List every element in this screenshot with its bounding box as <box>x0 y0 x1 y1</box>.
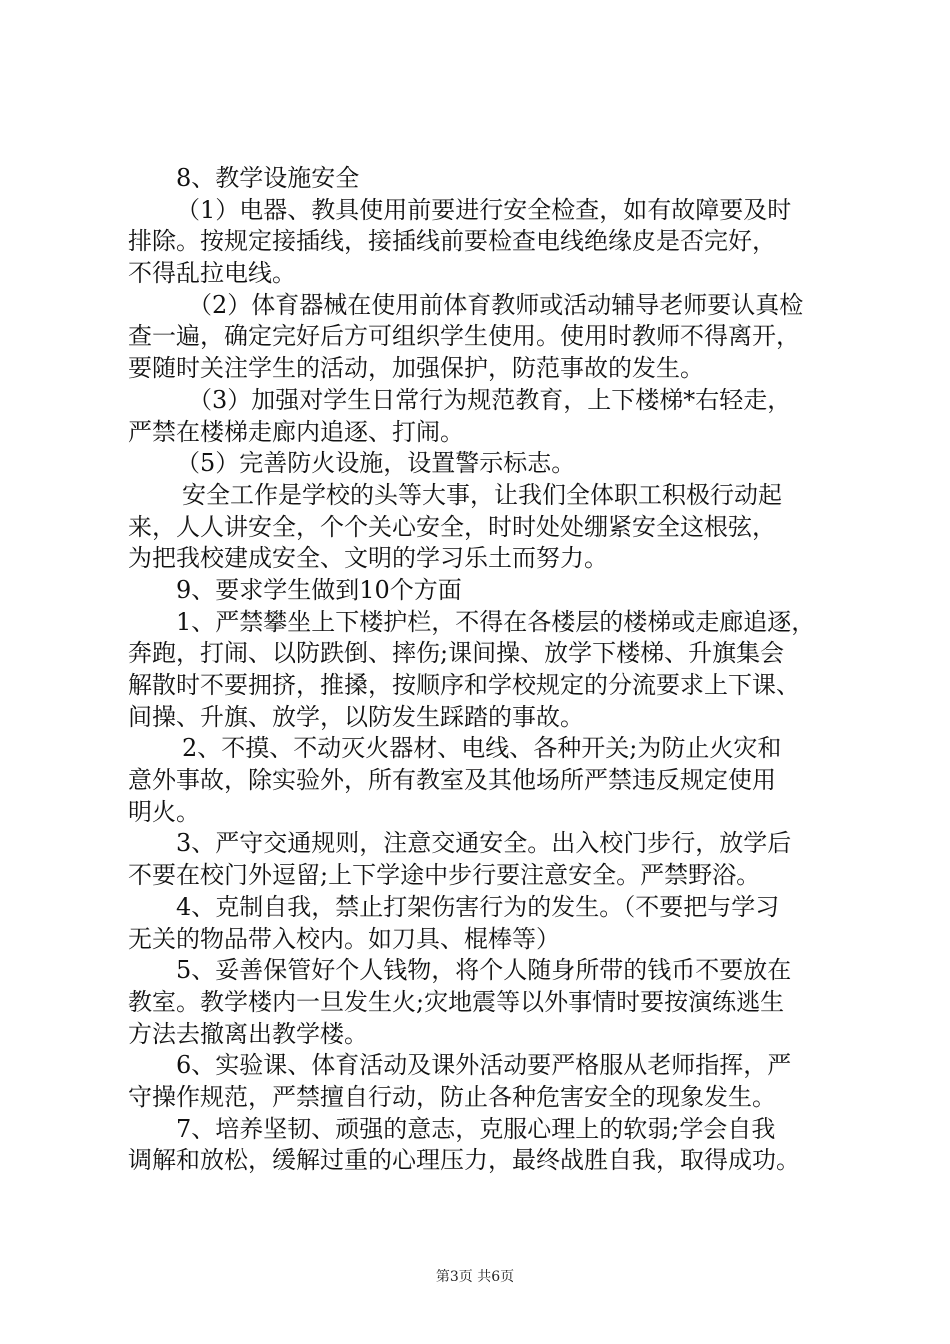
text-line: 4、克制自我，禁止打架伤害行为的发生。（不要把与学习 <box>176 892 780 921</box>
text-line: （3）加强对学生日常行为规范教育，上下楼梯*右轻走， <box>188 385 792 414</box>
text-line: 安全工作是学校的头等大事，让我们全体职工积极行动起 <box>182 480 782 509</box>
text-line: 7、培养坚韧、顽强的意志，克服心理上的软弱;学会自我 <box>176 1114 776 1143</box>
text-line: 方法去撤离出教学楼。 <box>128 1019 368 1048</box>
text-line: 解散时不要拥挤，推搡，按顺序和学校规定的分流要求上下课、 <box>128 671 800 699</box>
text-line: 间操、升旗、放学，以防发生踩踏的事故。 <box>128 702 584 731</box>
text-line: 排除。按规定接插线，接插线前要检查电线绝缘皮是否完好， <box>128 227 776 256</box>
text-line: 严禁在楼梯走廊内追逐、打闹。 <box>128 417 464 446</box>
text-line: 无关的物品带入校内。如刀具、棍棒等） <box>128 924 560 953</box>
text-line: 3、严守交通规则，注意交通安全。出入校门步行，放学后 <box>176 829 792 858</box>
text-line: 8、教学设施安全 <box>176 164 360 192</box>
text-line: 意外事故，除实验外，所有教室及其他场所严禁违反规定使用 <box>128 766 776 795</box>
text-line: 5、妥善保管好个人钱物，将个人随身所带的钱币不要放在 <box>176 956 792 985</box>
text-line: 查一遍，确定完好后方可组织学生使用。使用时教师不得离开， <box>128 322 800 351</box>
text-line: 为把我校建成安全、文明的学习乐土而努力。 <box>128 544 608 573</box>
text-line: 不要在校门外逗留;上下学途中步行要注意安全。严禁野浴。 <box>128 861 761 890</box>
text-line: 奔跑，打闹、以防跌倒、摔伤;课间操、放学下楼梯、升旗集会 <box>128 639 785 668</box>
text-line: 9、要求学生做到10个方面 <box>176 575 462 604</box>
text-line: 来，人人讲安全，个个关心安全，时时处处绷紧安全这根弦， <box>128 512 776 541</box>
text-line: （2）体育器械在使用前体育教师或活动辅导老师要认真检 <box>188 290 804 319</box>
text-line: （5）完善防火设施，设置警示标志。 <box>176 449 576 478</box>
text-line: （1）电器、教具使用前要进行安全检查，如有故障要及时 <box>176 195 792 224</box>
page-number-footer: 第3页 共6页 <box>435 1269 515 1285</box>
text-line: 6、实验课、体育活动及课外活动要严格服从老师指挥，严 <box>176 1051 792 1080</box>
text-line: 不得乱拉电线。 <box>128 259 296 288</box>
text-line: 要随时关注学生的活动，加强保护，防范事故的发生。 <box>128 354 704 383</box>
text-line: 1、严禁攀坐上下楼护栏，不得在各楼层的楼梯或走廊追逐， <box>176 607 816 636</box>
text-line: 守操作规范，严禁擅自行动，防止各种危害安全的现象发生。 <box>128 1082 776 1111</box>
text-line: 2、不摸、不动灭火器材、电线、各种开关;为防止火灾和 <box>182 734 782 763</box>
text-line: 调解和放松，缓解过重的心理压力，最终战胜自我，取得成功。 <box>128 1146 800 1175</box>
text-line: 明火。 <box>128 797 200 826</box>
text-line: 教室。教学楼内一旦发生火;灾地震等以外事情时要按演练逃生 <box>128 987 785 1016</box>
document-body <box>128 163 838 1177</box>
